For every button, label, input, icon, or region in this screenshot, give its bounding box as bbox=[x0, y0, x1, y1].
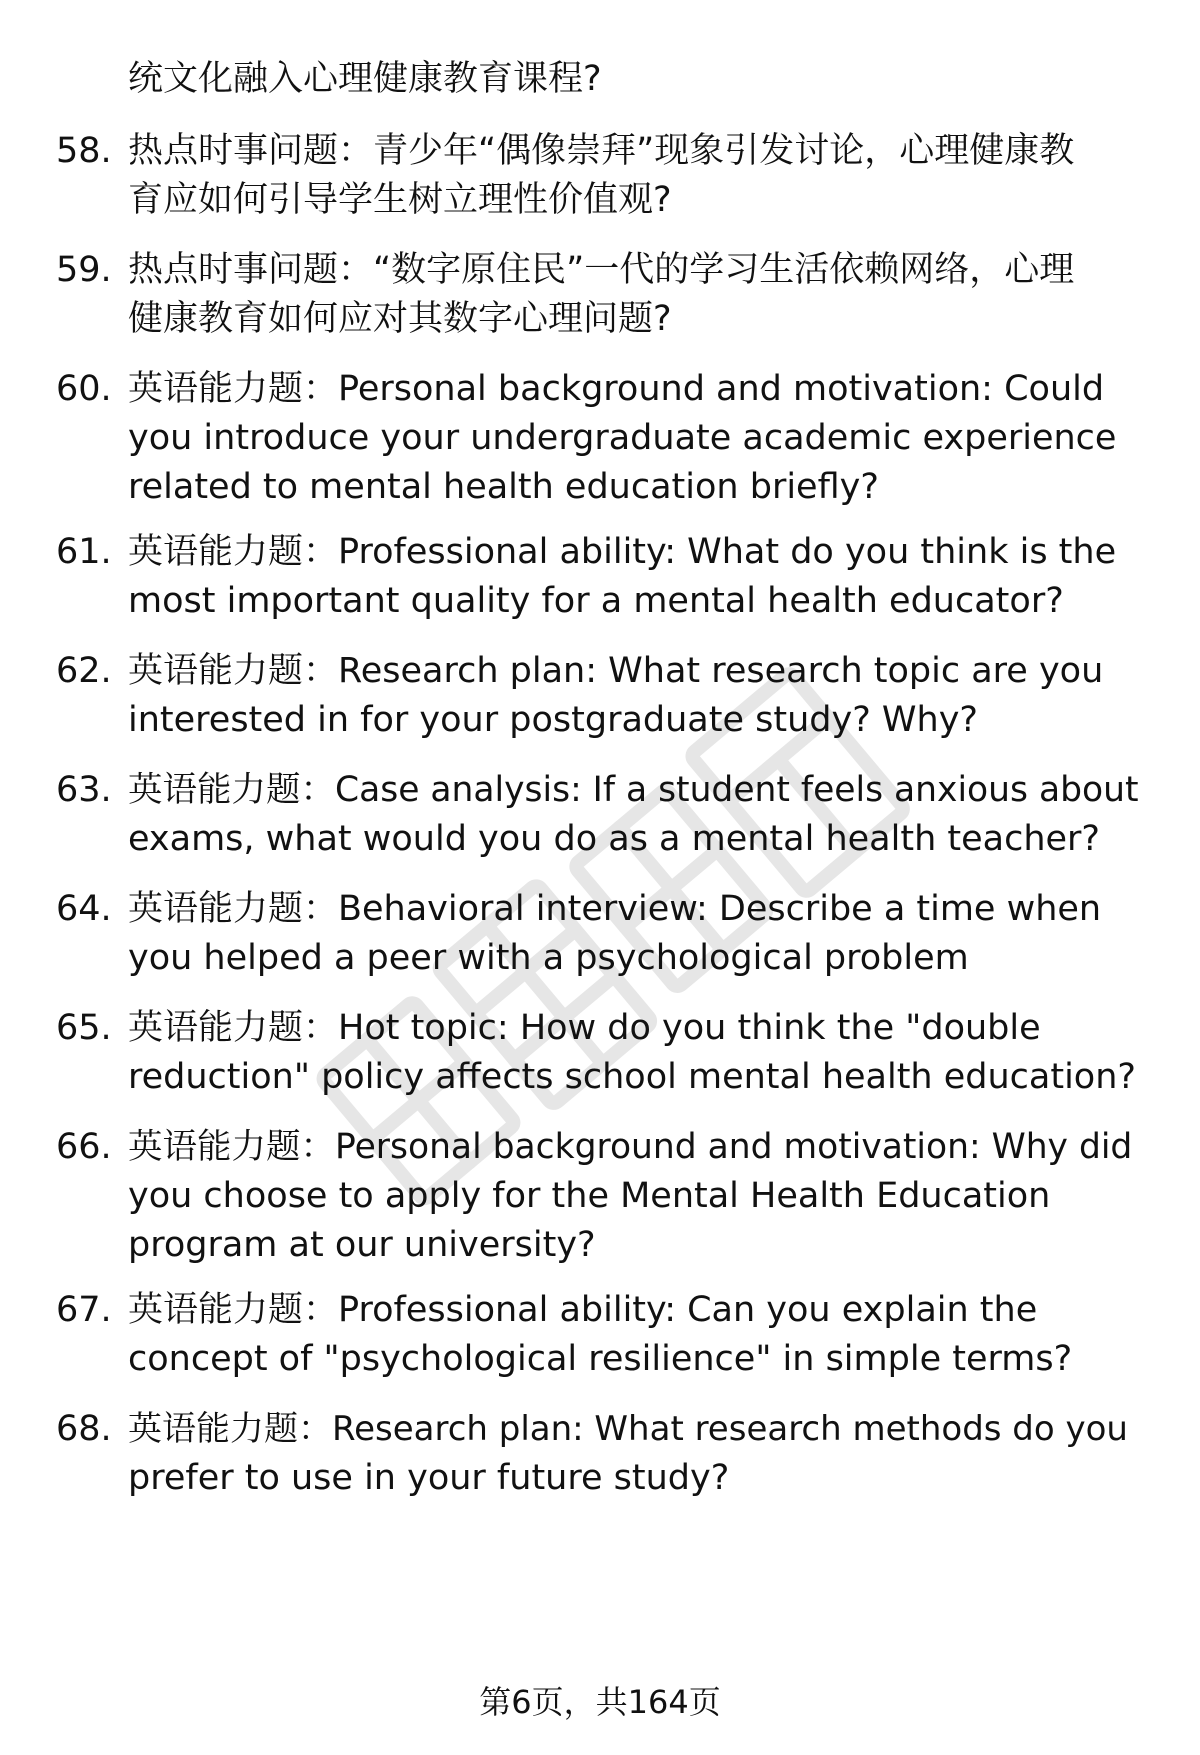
question-line: prefer to use in your future study? bbox=[128, 1458, 730, 1498]
question-line: 英语能力题：Hot topic: How do you think the "double bbox=[128, 1008, 1041, 1048]
question-line: you choose to apply for the Mental Health Education bbox=[128, 1176, 1051, 1216]
question-number: 68. bbox=[56, 1409, 112, 1449]
question-text bbox=[128, 1286, 1140, 1384]
question-number: 58. bbox=[56, 131, 112, 171]
question-line: 统文化融入心理健康教育课程? bbox=[128, 59, 602, 99]
question-text bbox=[128, 766, 1140, 864]
question-number: 61. bbox=[56, 532, 112, 572]
question-number: 66. bbox=[56, 1127, 112, 1167]
question-line: 英语能力题：Research plan: What research methods do you bbox=[128, 1409, 1128, 1449]
question-line: you helped a peer with a psychological problem bbox=[128, 938, 969, 978]
question-line: 英语能力题：Personal background and motivation: Could bbox=[128, 369, 1105, 409]
question-number: 67. bbox=[56, 1290, 112, 1330]
question-line: 热点时事问题：“数字原住民”一代的学习生活依赖网络，心理 bbox=[128, 250, 1075, 290]
question-number: 59. bbox=[56, 250, 112, 290]
question-text bbox=[128, 55, 1140, 104]
question-text bbox=[128, 365, 1140, 512]
question-line: program at our university? bbox=[128, 1225, 596, 1265]
question-text bbox=[128, 885, 1140, 983]
question-line: concept of "psychological resilience" in simple terms? bbox=[128, 1339, 1073, 1379]
question-line: 英语能力题：Personal background and motivation: Why did bbox=[128, 1127, 1133, 1167]
page-footer: 第6页，共164页 bbox=[479, 1683, 721, 1721]
question-number: 65. bbox=[56, 1008, 112, 1048]
question-line: 英语能力题：Behavioral interview: Describe a time when bbox=[128, 889, 1102, 929]
question-line: most important quality for a mental health educator? bbox=[128, 581, 1064, 621]
question-line: exams, what would you do as a mental health teacher? bbox=[128, 819, 1101, 859]
question-number: 63. bbox=[56, 770, 112, 810]
question-line: 英语能力题：Professional ability: What do you think is the bbox=[128, 532, 1117, 572]
question-line: 英语能力题：Professional ability: Can you explain the bbox=[128, 1290, 1038, 1330]
question-line: 健康教育如何应对其数字心理问题? bbox=[128, 299, 672, 339]
question-line: reduction" policy affects school mental health education? bbox=[128, 1057, 1136, 1097]
question-number: 60. bbox=[56, 369, 112, 409]
question-text bbox=[128, 1405, 1140, 1503]
question-text bbox=[128, 246, 1140, 344]
question-line: 英语能力题：Research plan: What research topic are you bbox=[128, 651, 1104, 691]
question-line: related to mental health education briefly? bbox=[128, 467, 879, 507]
question-number: 64. bbox=[56, 889, 112, 929]
question-number: 62. bbox=[56, 651, 112, 691]
question-text bbox=[128, 647, 1140, 745]
question-line: 英语能力题：Case analysis: If a student feels anxious about bbox=[128, 770, 1139, 810]
question-line: you introduce your undergraduate academic experience bbox=[128, 418, 1117, 458]
question-text bbox=[128, 127, 1140, 225]
question-line: 热点时事问题：青少年“偶像崇拜”现象引发讨论，心理健康教 bbox=[128, 131, 1075, 171]
question-text bbox=[128, 528, 1140, 626]
question-text bbox=[128, 1004, 1140, 1102]
question-line: 育应如何引导学生树立理性价值观? bbox=[128, 180, 672, 220]
question-text bbox=[128, 1123, 1140, 1270]
question-line: interested in for your postgraduate study? Why? bbox=[128, 700, 978, 740]
